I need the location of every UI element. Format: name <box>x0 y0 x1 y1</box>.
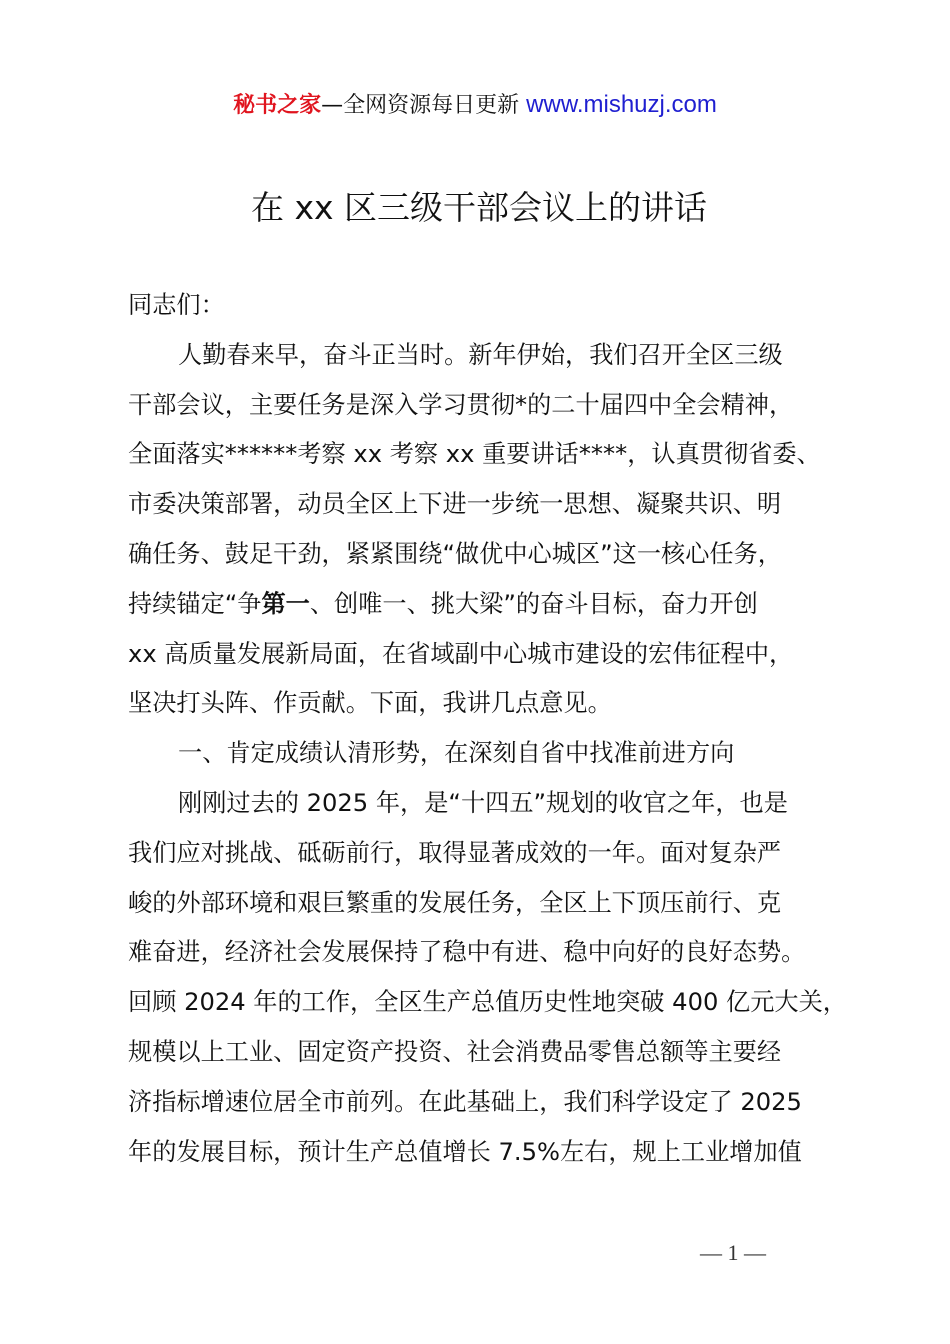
paragraph-line: xx 高质量发展新局面，在省域副中心城市建设的宏伟征程中， <box>128 639 794 668</box>
paragraph-line: 年的发展目标，预计生产总值增长 7.5%左右，规上工业增加值 <box>128 1137 802 1166</box>
document-title: 在 xx 区三级干部会议上的讲话 <box>250 188 708 227</box>
text-segment: 、创唯一、挑大梁”的奋斗目标，奋力开创 <box>309 589 758 618</box>
paragraph-line: 人勤春来早，奋斗正当时。新年伊始，我们召开全区三级 <box>178 340 783 369</box>
paragraph-line: 干部会议，主要任务是深入学习贯彻*的二十届四中全会精神， <box>128 390 794 419</box>
paragraph-line: 回顾 2024 年的工作，全区生产总值历史性地突破 400 亿元大关， <box>128 988 847 1017</box>
paragraph-line <box>128 584 868 634</box>
paragraph-line: 市委决策部署，动员全区上下进一步统一思想、凝聚共识、明 <box>128 490 782 519</box>
site-link[interactable]: www.mishuzj.com <box>526 91 717 118</box>
paragraph-line: 确任务、鼓足干劲，紧紧围绕“做优中心城区”这一核心任务， <box>128 539 782 568</box>
site-header <box>0 88 950 119</box>
brand-name: 秘书之家 <box>233 93 322 118</box>
paragraph-line: 我们应对挑战、砥砺前行，取得显著成效的一年。面对复杂严 <box>128 838 782 867</box>
paragraph-line: 峻的外部环境和艰巨繁重的发展任务，全区上下顶压前行、克 <box>128 888 782 917</box>
text-segment: 持续锚定“争 <box>128 589 262 618</box>
salutation: 同志们： <box>128 291 225 319</box>
paragraph-line: 难奋进，经济社会发展保持了稳中有进、稳中向好的良好态势。 <box>128 938 806 967</box>
document-body <box>128 285 868 1181</box>
tagline: —全网资源每日更新 <box>321 93 527 118</box>
paragraph-line: 坚决打头阵、作贡献。下面，我讲几点意见。 <box>128 689 612 718</box>
page-number: — 1 — <box>700 1240 766 1265</box>
paragraph-line: 济指标增速位居全市前列。在此基础上，我们科学设定了 2025 <box>128 1087 802 1116</box>
paragraph-line: 刚刚过去的 2025 年，是“十四五”规划的收官之年，也是 <box>178 788 788 817</box>
paragraph-line: 全面落实******考察 xx 考察 xx 重要讲话****，认真贯彻省委、 <box>128 440 821 469</box>
section-heading: 一、肯定成绩认清形势，在深刻自省中找准前进方向 <box>178 739 735 768</box>
bold-text: 第一 <box>261 589 310 618</box>
paragraph-line: 规模以上工业、固定资产投资、社会消费品零售总额等主要经 <box>128 1037 782 1066</box>
